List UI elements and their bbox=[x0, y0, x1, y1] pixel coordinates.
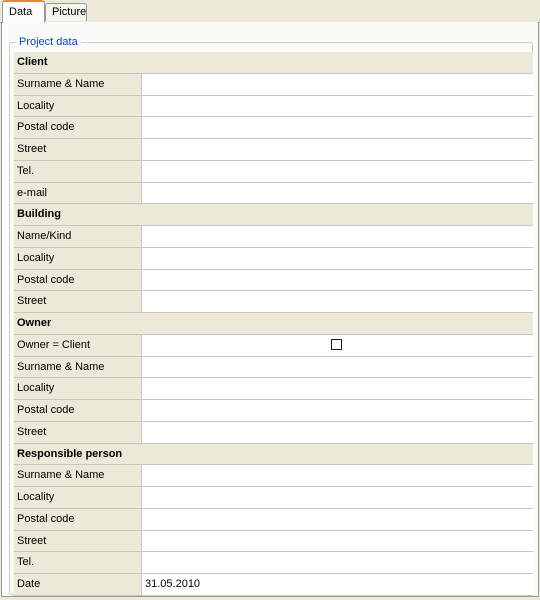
property-row bbox=[14, 422, 533, 444]
property-row bbox=[14, 96, 533, 118]
property-row bbox=[14, 117, 533, 139]
property-label: Surname & Name bbox=[14, 74, 142, 95]
property-row bbox=[14, 378, 533, 400]
section-title: Owner bbox=[14, 313, 533, 334]
property-label: Locality bbox=[14, 96, 142, 117]
property-label: Name/Kind bbox=[14, 226, 142, 247]
property-value-field[interactable] bbox=[142, 378, 533, 399]
section-header-client[interactable] bbox=[14, 52, 533, 74]
tab-picture[interactable]: Picture bbox=[45, 3, 87, 21]
property-label: Postal code bbox=[14, 270, 142, 291]
property-label: Surname & Name bbox=[14, 357, 142, 378]
property-value-field[interactable] bbox=[142, 552, 533, 573]
property-label: Postal code bbox=[14, 400, 142, 421]
tab-bar bbox=[0, 0, 540, 23]
property-value-field[interactable] bbox=[142, 183, 533, 204]
property-label: Tel. bbox=[14, 552, 142, 573]
tab-panel bbox=[1, 22, 539, 597]
property-value-field[interactable] bbox=[142, 270, 533, 291]
property-label: Locality bbox=[14, 487, 142, 508]
property-row bbox=[14, 161, 533, 183]
property-row bbox=[14, 357, 533, 379]
property-label: Street bbox=[14, 291, 142, 312]
groupbox-title: Project data bbox=[16, 35, 81, 49]
section-title: Client bbox=[14, 52, 533, 73]
property-label: e-mail bbox=[14, 183, 142, 204]
section-header-responsible-person[interactable] bbox=[14, 444, 533, 466]
property-label: Postal code bbox=[14, 509, 142, 530]
property-value-field[interactable] bbox=[142, 139, 533, 160]
property-row bbox=[14, 226, 533, 248]
property-label: Street bbox=[14, 422, 142, 443]
section-title: Responsible person bbox=[14, 444, 533, 465]
property-label: Street bbox=[14, 531, 142, 552]
property-value-field[interactable] bbox=[142, 248, 533, 269]
property-row bbox=[14, 291, 533, 313]
section-header-building[interactable] bbox=[14, 204, 533, 226]
property-value-field[interactable] bbox=[142, 487, 533, 508]
property-label: Street bbox=[14, 139, 142, 160]
property-value-checkbox-cell[interactable] bbox=[142, 335, 533, 356]
property-value-field[interactable] bbox=[142, 161, 533, 182]
property-label: Owner = Client bbox=[14, 335, 142, 356]
property-label: Postal code bbox=[14, 117, 142, 138]
section-header-owner[interactable] bbox=[14, 313, 533, 335]
project-data-groupbox bbox=[9, 36, 533, 595]
property-row bbox=[14, 574, 533, 596]
property-row bbox=[14, 335, 533, 357]
property-row bbox=[14, 74, 533, 96]
property-row bbox=[14, 400, 533, 422]
property-label: Surname & Name bbox=[14, 465, 142, 486]
property-label: Locality bbox=[14, 378, 142, 399]
property-row bbox=[14, 183, 533, 205]
property-label: Tel. bbox=[14, 161, 142, 182]
property-value-field[interactable] bbox=[142, 74, 533, 95]
property-value-field[interactable] bbox=[142, 291, 533, 312]
property-label: Locality bbox=[14, 248, 142, 269]
property-row bbox=[14, 487, 533, 509]
property-value-field[interactable] bbox=[142, 400, 533, 421]
property-row bbox=[14, 552, 533, 574]
property-value-field[interactable] bbox=[142, 531, 533, 552]
section-title: Building bbox=[14, 204, 533, 225]
property-row bbox=[14, 270, 533, 292]
property-value-field[interactable] bbox=[142, 509, 533, 530]
property-value-field[interactable] bbox=[142, 422, 533, 443]
property-value-field[interactable] bbox=[142, 226, 533, 247]
property-value-field[interactable] bbox=[142, 96, 533, 117]
owner-equals-client-checkbox[interactable] bbox=[331, 339, 342, 350]
property-row bbox=[14, 509, 533, 531]
property-row bbox=[14, 248, 533, 270]
property-row bbox=[14, 465, 533, 487]
property-row bbox=[14, 531, 533, 553]
property-value-field[interactable] bbox=[142, 117, 533, 138]
property-row bbox=[14, 139, 533, 161]
tab-data[interactable]: Data bbox=[2, 0, 45, 23]
property-value-field[interactable] bbox=[142, 465, 533, 486]
property-value-field[interactable] bbox=[142, 357, 533, 378]
property-grid bbox=[14, 52, 533, 596]
property-label: Date bbox=[14, 574, 142, 595]
property-value-field[interactable]: 31.05.2010 bbox=[142, 574, 533, 595]
